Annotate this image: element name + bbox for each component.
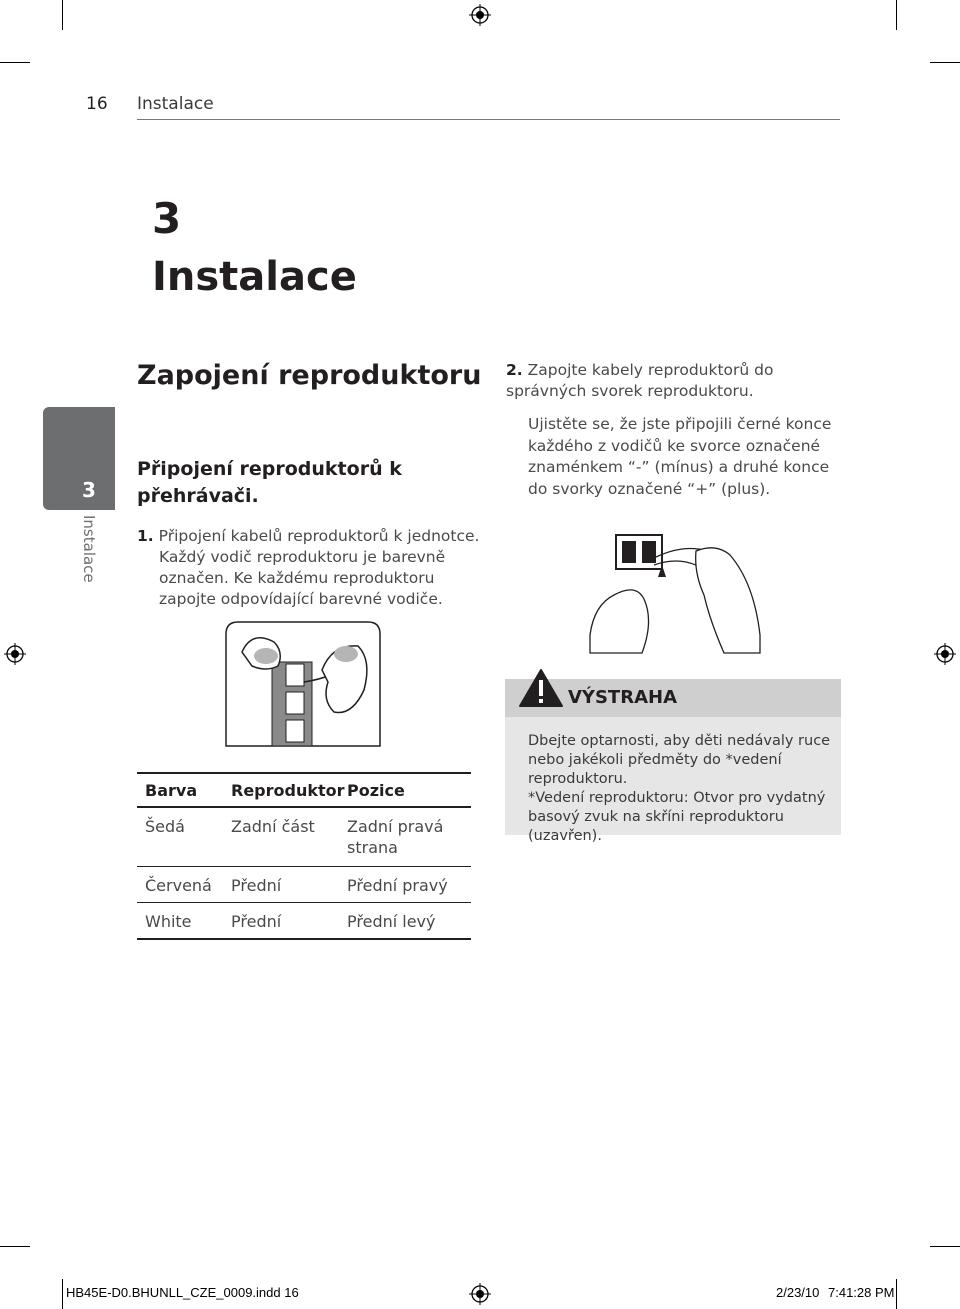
table-row [137,903,471,938]
footer-file-name: HB45E-D0.BHUNLL_CZE_0009.indd 16 [66,1285,299,1300]
side-tab-label: Instalace [80,515,98,583]
page-number: 16 [86,94,108,114]
step-number: 2. [506,361,523,379]
step-number: 1. [137,527,154,545]
section-title: Zapojení reproduktoru [137,360,482,391]
chapter-title: Instalace [152,254,357,300]
table-cell: Zadní část [231,817,315,836]
step-note: Ujistěte se, že jste připojili černé konce každého z vodičů ke svorce označené znaménkem “-” (mínus) a druhé konce do svorky označené “+” (plus). [528,415,832,498]
table-cell: White [145,912,192,931]
crop-mark [896,0,897,30]
table-header-cell: Pozice [347,780,405,800]
registration-mark-icon [4,643,26,665]
warning-line: *Vedení reproduktoru: Otvor pro vydatný basový zvuk na skříni reproduktoru (uzavřen). [528,790,826,844]
side-tab-number: 3 [82,478,96,502]
table-cell: Přední [231,876,282,895]
table-header-cell: Barva [145,780,198,800]
footer-time: 7:41:28 PM [828,1285,895,1300]
crop-mark [62,0,63,30]
crop-mark [930,1246,960,1247]
table-cell: Zadní pravá strana [347,817,444,857]
step-text: Zapojte kabely reproduktorů do správných svorek reproduktoru. [506,361,774,400]
table-cell: Červená [145,876,212,895]
registration-mark-icon [469,1283,491,1305]
crop-mark [896,1279,897,1309]
step-text: Připojení kabelů reproduktorů k jednotce. [158,527,480,545]
table-cell: Šedá [145,817,185,836]
table-cell: Přední [231,912,282,931]
step-detail: Každý vodič reproduktoru je barevně označen. Ke každému reproduktoru zapojte odpovídající barevné vodiče. [159,548,446,608]
step-2 [506,360,846,402]
step-1 [137,526,482,610]
warning-triangle-icon [518,668,564,708]
footer-date: 2/23/10 [776,1285,820,1300]
table-row [137,867,471,903]
table-row [137,808,471,867]
table-header-cell: Reproduktor [231,780,345,800]
subsection-title: Připojení reproduktorů k přehrávači. [137,458,402,507]
crop-mark [62,1279,63,1309]
wire-color-table [137,772,471,940]
warning-title: VÝSTRAHA [568,687,677,708]
side-tab-label-wrap [70,515,114,595]
table-cell: Přední levý [347,912,436,931]
crop-mark [930,62,960,63]
registration-mark-icon [934,643,956,665]
chapter-side-tab [43,407,115,510]
crop-mark [0,1246,30,1247]
warning-text [528,732,834,846]
registration-mark-icon [469,4,491,26]
speaker-terminal-illustration [584,525,766,655]
crop-mark [0,62,30,63]
running-header: Instalace [137,94,214,114]
chapter-number: 3 [152,194,182,243]
table-header-row [137,774,471,808]
unit-connection-illustration [222,620,384,748]
header-divider [137,119,840,120]
warning-line: Dbejte optarnosti, aby děti nedávaly ruce nebo jakékoli předměty do *vedení reproduktoru. [528,733,831,787]
table-cell: Přední pravý [347,876,448,895]
